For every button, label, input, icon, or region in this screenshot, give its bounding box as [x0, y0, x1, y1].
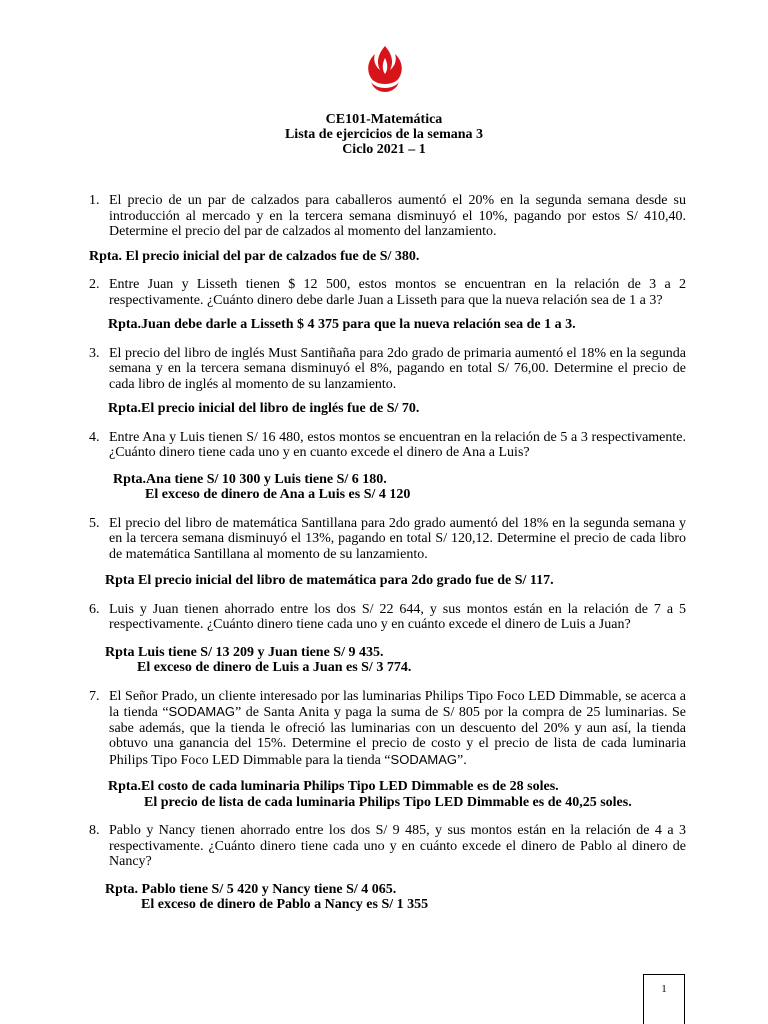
exercise-7	[89, 689, 686, 769]
answer-line-2: El exceso de dinero de Pablo a Nancy es S/ 1 355	[141, 897, 429, 912]
store-name: SODAMAG	[390, 751, 457, 767]
exercise-number: 4.	[89, 429, 100, 445]
answer-line: Rpta.El precio inicial del libro de inglés fue de S/ 70.	[108, 401, 420, 416]
exercise-6	[89, 602, 686, 633]
answer-6	[105, 645, 686, 676]
answer-7	[108, 779, 686, 810]
exercise-text: Luis y Juan tienen ahorrado entre los dos S/ 22 644, y sus montos están en la relación de 7 a 5 respectivamente. ¿Cuánto dinero tiene cada uno y en cuánto excede el dinero de Luis a Juan?	[109, 601, 686, 632]
course-title: CE101-Matemática	[325, 112, 443, 127]
answer-line: Rpta. El precio inicial del par de calzados fue de S/ 380.	[89, 248, 420, 264]
exercise-number: 6.	[89, 601, 100, 617]
list-title: Lista de ejercicios de la semana 3	[284, 127, 484, 142]
exercise-text: El precio del libro de matemática Santillana para 2do grado aumentó del 18% en la segunda semana y en la tercera semana disminuyó el 13%, pagando en total S/ 120,12. Determine el precio de cada libro de matemática Santillana al momento de su lanzamiento.	[109, 515, 686, 562]
exercise-number: 5.	[89, 515, 100, 531]
exercise-list	[89, 193, 686, 913]
exercise-text: El precio del libro de inglés Must Santiñaña para 2do grado de primaria aumentó el 18% en la segunda semana y en la tercera semana disminuyó el 8%, pagando en total S/ 76,00. Determine el precio de cada libro de inglés al momento de su lanzamiento.	[109, 345, 686, 392]
exercise-number: 8.	[89, 823, 100, 838]
exercise-3	[89, 346, 686, 393]
answer-line: Rpta Luis tiene S/ 13 209 y Juan tiene S/ 9 435.	[105, 644, 384, 660]
answer-2	[108, 317, 686, 333]
answer-line: Rpta.Ana tiene S/ 10 300 y Luis tiene S/ 6 180.	[113, 471, 387, 487]
page-number: 1	[661, 983, 667, 995]
exercise-text: Entre Ana y Luis tienen S/ 16 480, estos montos se encuentran en la relación de 5 a 3 respectivamente. ¿Cuánto dinero tiene cada uno y en cuanto excede el dinero de Ana a Luis?	[109, 429, 686, 460]
exercise-text: Entre Juan y Lisseth tienen $ 12 500, estos montos se encuentran en la relación de 3 a 2 respectivamente. ¿Cuánto dinero debe darle Juan a Lisseth para que la nueva relación sea de 1 a 3?	[109, 277, 686, 308]
exercise-2	[89, 277, 686, 308]
answer-line: Rpta.Juan debe darle a Lisseth $ 4 375 para que la nueva relación sea de 1 a 3.	[108, 317, 576, 332]
answer-8	[105, 882, 686, 913]
exercise-number: 1.	[89, 193, 100, 208]
exercise-number: 7.	[89, 688, 100, 704]
university-logo	[362, 44, 408, 96]
exercise-4	[89, 430, 686, 461]
answer-line-2: El exceso de dinero de Ana a Luis es S/ 4 120	[145, 487, 411, 502]
exercise-text: Pablo y Nancy tienen ahorrado entre los dos S/ 9 485, y sus montos están en la relación de 4 a 3 respectivamente. ¿Cuánto dinero tiene cada uno y en cuánto excede el dinero de Pablo al dinero de Nancy?	[109, 823, 686, 869]
answer-line: Rpta.El costo de cada luminaria Philips Tipo LED Dimmable es de 28 soles.	[108, 779, 559, 794]
exercise-text: El Señor Prado, un cliente interesado por las luminarias Philips Tipo Foco LED Dimmable, se acerca a la tienda “SODAMAG” de Santa Anita y paga la suma de S/ 805 por la compra de 25 luminarias. Se sabe además, que la tienda le ofreció las luminarias con un descuento del 20% y aun así, la tienda obtuvo una ganancia del 15%. Determine el precio de costo y el precio de lista de cada luminaria Philips Tipo Foco LED Dimmable para la tienda “SODAMAG”.	[109, 688, 687, 768]
exercise-text: El precio de un par de calzados para caballeros aumentó el 20% en la segunda semana desde su introducción al mercado y en la tercera semana disminuyó el 10%, pagando por estos S/ 410,40. Determine el precio del par de calzados al momento del lanzamiento.	[109, 193, 686, 239]
cycle-title: Ciclo 2021 – 1	[342, 142, 426, 157]
document-header	[0, 112, 768, 157]
exercise-1	[89, 193, 686, 240]
answer-1	[89, 249, 686, 265]
answer-line-2: El precio de lista de cada luminaria Philips Tipo LED Dimmable es de 40,25 soles.	[144, 794, 632, 810]
answer-4	[113, 472, 686, 503]
store-name: SODAMAG	[168, 704, 236, 719]
exercise-5	[89, 516, 686, 563]
exercise-number: 2.	[89, 277, 100, 292]
exercise-number: 3.	[89, 345, 100, 361]
answer-line-2: El exceso de dinero de Luis a Juan es S/ 3 774.	[137, 660, 412, 675]
answer-line: Rpta El precio inicial del libro de matemática para 2do grado fue de S/ 117.	[105, 573, 554, 588]
answer-line: Rpta. Pablo tiene S/ 5 420 y Nancy tiene S/ 4 065.	[105, 881, 397, 897]
page-number-box	[643, 974, 685, 1024]
answer-3	[108, 401, 686, 417]
exercise-8	[89, 823, 686, 870]
answer-5	[105, 573, 686, 589]
